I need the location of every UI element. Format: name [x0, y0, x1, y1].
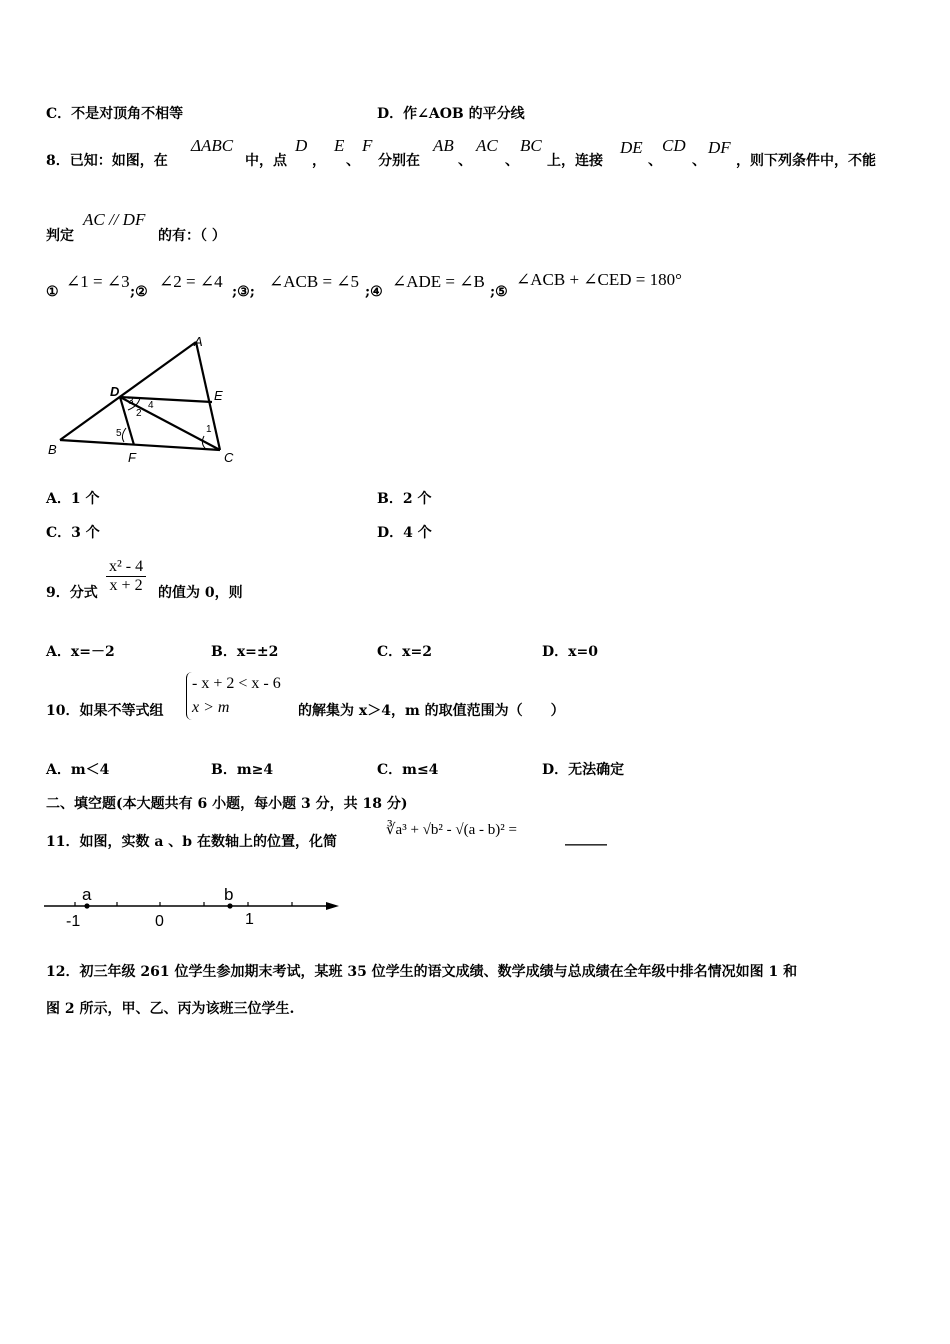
- q10-tail: 的解集为 x＞4，m 的取值范围为（ ）: [298, 703, 565, 719]
- label-point-f: F: [128, 450, 136, 465]
- axis-arrow: [326, 902, 339, 910]
- q10-inequality-2: x > m: [192, 699, 230, 716]
- q8-sep5: 、: [692, 153, 706, 169]
- label-tick-m1: -1: [66, 913, 81, 930]
- q8-cond2: ∠2 = ∠4: [159, 272, 223, 291]
- label-point-e: E: [214, 388, 223, 403]
- q8-text-connect: 上，连接: [547, 153, 603, 169]
- label-a: a: [82, 885, 92, 904]
- q10-option-c: C．m≤4: [377, 762, 439, 778]
- label-tick-1: 1: [245, 911, 254, 928]
- label-angle-4: 4: [148, 400, 154, 411]
- label-angle-3: 3: [128, 396, 134, 407]
- q8-side-ab: AB: [433, 136, 454, 155]
- q9-numerator: x² - 4: [109, 558, 144, 575]
- q8-cond1: ∠1 = ∠3: [66, 272, 130, 291]
- q8-option-b: B．2 个: [377, 491, 432, 507]
- segment-dc: [120, 397, 220, 450]
- label-angle-2: 2: [136, 408, 142, 419]
- q9-tail: 的值为 0，则: [158, 585, 243, 601]
- q8-option-a: A．1 个: [46, 491, 100, 507]
- q8-triangle: ΔABC: [191, 136, 234, 155]
- q8-number: 8．已知：如图，在: [46, 153, 168, 169]
- q8-text-mid: 中，点: [245, 153, 287, 169]
- q8-text-have: 的有：（ ）: [158, 228, 226, 244]
- label-point-b: B: [48, 442, 57, 457]
- q8-side-bc: BC: [520, 136, 542, 155]
- section-2-title: 二、填空题(本大题共有 6 小题，每小题 3 分，共 18 分): [46, 796, 408, 812]
- q11-answer-blank: ______: [565, 830, 607, 846]
- q8-sep4: 、: [648, 153, 662, 169]
- q8-cond4: ∠ADE = ∠B: [392, 272, 485, 291]
- segment-bc: [60, 440, 220, 450]
- label-angle-5: 5: [116, 428, 122, 439]
- q8-cond5: ∠ACB + ∠CED = 180°: [516, 270, 682, 289]
- q8-seg-de: DE: [620, 138, 643, 157]
- q7-option-c: C．不是对顶角不相等: [46, 106, 184, 122]
- q8-text-judge: 判定: [46, 228, 74, 244]
- q8-point-e: E: [334, 136, 345, 155]
- q8-point-f: F: [362, 136, 373, 155]
- label-b: b: [224, 885, 234, 904]
- q8-point-d: D: [295, 136, 308, 155]
- q11-text: 11．如图，实数 a 、b 在数轴上的位置，化简: [46, 834, 337, 850]
- q8-cond4-marker: ;④: [365, 284, 383, 300]
- label-tick-0: 0: [155, 913, 164, 930]
- q8-sep1: 、: [346, 153, 360, 169]
- q8-side-ac: AC: [476, 136, 498, 155]
- q9-fraction: [106, 558, 146, 595]
- q8-seg-cd: CD: [662, 136, 686, 155]
- q8-option-c: C．3 个: [46, 525, 100, 541]
- q8-seg-df: DF: [708, 138, 731, 157]
- q9-option-b: B．x=±2: [211, 644, 279, 660]
- q11-expression: ∛a³ + √b² - √(a - b)² =: [386, 822, 517, 838]
- q8-option-d: D．4 个: [377, 525, 432, 541]
- q8-sep3: 、: [505, 153, 519, 169]
- q8-text-on: 分别在: [378, 153, 420, 169]
- q8-sep2: 、: [458, 153, 472, 169]
- q10-inequality-1: - x + 2 < x - 6: [192, 675, 281, 692]
- angle-arc-5: [122, 428, 126, 442]
- q9-number: 9．分式: [46, 585, 98, 601]
- q9-option-d: D．x=0: [542, 644, 598, 660]
- label-angle-1: 1: [206, 424, 212, 435]
- q8-cond3-marker: ;③;: [232, 284, 255, 300]
- label-point-d: D: [110, 384, 120, 399]
- q12-line2: 图 2 所示，甲、乙、丙为该班三位学生.: [46, 1001, 295, 1017]
- q11-number-line: [42, 882, 344, 932]
- q8-comma: ，: [312, 153, 326, 169]
- q9-denominator: x + 2: [106, 576, 146, 595]
- segment-de: [120, 397, 212, 402]
- q8-parallel: AC // DF: [83, 210, 146, 229]
- q7-option-d: D．作∠AOB 的平分线: [377, 106, 525, 122]
- q10-option-b: B．m≥4: [211, 762, 274, 778]
- point-a: [84, 903, 89, 908]
- q8-cond3: ∠ACB = ∠5: [269, 272, 360, 291]
- point-b: [227, 903, 232, 908]
- q10-inequality-system: [186, 672, 281, 720]
- q8-cond1-marker: ①: [46, 284, 59, 300]
- q10-option-d: D．无法确定: [542, 762, 625, 778]
- q12-line1: 12．初三年级 261 位学生参加期末考试，某班 35 位学生的语文成绩、数学成绩与总成绩在全年级中排名情况如图 1 和: [46, 964, 798, 980]
- q8-triangle-figure: [44, 332, 240, 468]
- q10-option-a: A．m＜4: [46, 762, 110, 778]
- q10-number: 10．如果不等式组: [46, 703, 164, 719]
- label-point-a: A: [194, 334, 203, 349]
- q8-text-tail: ，则下列条件中，不能: [736, 153, 876, 169]
- label-point-c: C: [224, 450, 234, 465]
- q8-cond5-marker: ;⑤: [490, 284, 508, 300]
- q8-cond2-marker: ;②: [130, 284, 148, 300]
- q9-option-a: A．x=－2: [46, 644, 115, 660]
- q9-option-c: C．x=2: [377, 644, 432, 660]
